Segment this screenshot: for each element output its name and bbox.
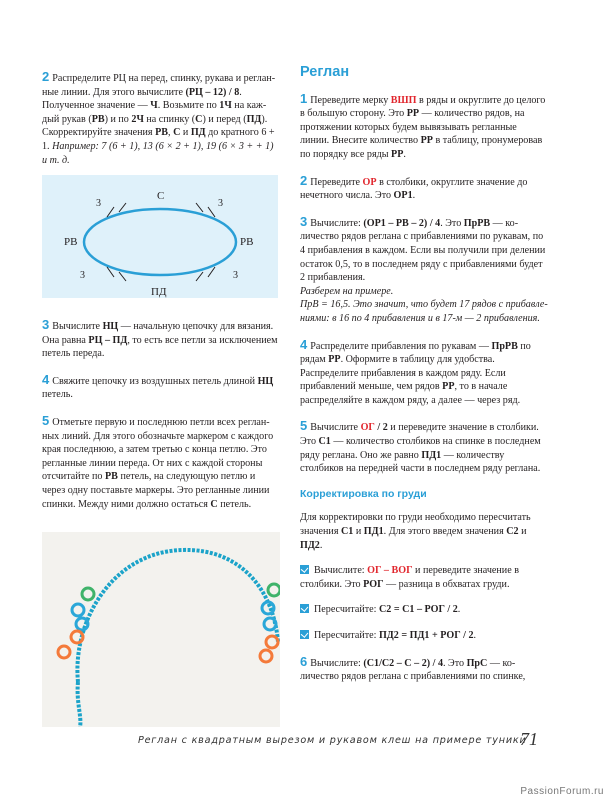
step-3-left: 3 Вычислите НЦ — начальную цепочку для вязания. Она равна РЦ – ПД, то есть все петли за исключением петель переда. — [42, 317, 278, 360]
subheading: Корректировка по груди — [300, 487, 427, 500]
check-item-1: Вычислите: ОГ – ВОГ и переведите значение в столбики. Это РОГ — разница в обхватах груди. — [300, 565, 519, 590]
step-5-left: 5 Отметьте первую и последнюю петли всех регланных линий. Для этого обозначьте маркером с каждого края последнюю, а затем третью с конца петлю. Это регланные линии переда. От них с каждой стороны отсчитайте по РВ петель, на следующую петлю и через одну поставьте маркеры. Это регланные линии спинки. Между ними должно остаться С петель. — [42, 412, 274, 510]
checkbox-icon — [300, 630, 309, 639]
step-2-left: 2 Распределите РЦ на перед, спинку, рукава и регланные линии. Для этого вычислите (РЦ – 12) / 8. Полученное значение — Ч. Возьмите по 1Ч на каждый рукав (РВ) и по 2Ч на спинку (С) и перед (ПД). Скорректируйте значения РВ, С и ПД до кратного 6 + 1. Например: 7 (6 + 1), 13 (6 × 2 + 1), 19 (6 × 3 + + 1) и т. д. — [42, 69, 276, 166]
crochet-chain-photo — [42, 532, 280, 727]
step-number: 2 — [300, 172, 308, 188]
marker-orange — [260, 650, 272, 662]
corner-count: 3 — [80, 270, 85, 281]
step-4-right: 4 Распределите прибавления по рукавам — ПрРВ по рядам РР. Оформите в таблицу для удобства. Распределите прибавления в каждом ряду. Если прибавлений меньше, чем рядов РР, то в начале распределяйте в каждом ряду, а далее — через ряд. — [300, 336, 531, 406]
step-3-right: 3 Вычислите: (ОР1 – РВ – 2) / 4. Это ПрРВ — количество рядов реглана с прибавлениями по рукавам, по 4 прибавления в каждом. Если вы получили при делении остаток 0,5, то в последнем ряду с прибавлениями будет 2 прибавления. Разберем на примере. ПрВ = 16,5. Это значит, что будет 17 рядов с прибавлениями: в 16 по 4 прибавления и в 17-м — 2 прибавления. — [300, 213, 548, 324]
raglan-oval-diagram — [42, 175, 278, 298]
running-footer: Реглан с квадратным вырезом и рукавом клеш на примере туники — [138, 735, 527, 746]
marker-orange — [58, 646, 70, 658]
page-number: 71 — [520, 729, 538, 749]
raglan-line-marker — [119, 203, 126, 212]
watermark: PassionForum.ru — [520, 786, 604, 797]
step-number: 3 — [42, 317, 50, 332]
raglan-line-marker — [119, 272, 126, 281]
step-number: 5 — [300, 418, 308, 434]
yarn-chain — [77, 550, 278, 682]
corner-count: 3 — [96, 198, 101, 209]
step-number: 6 — [300, 653, 308, 669]
checkbox-icon — [300, 604, 309, 613]
step-number: 4 — [300, 336, 308, 352]
check-item-3: Пересчитайте: ПД2 = ПД1 + РОГ / 2. — [300, 629, 548, 643]
left-column — [42, 70, 278, 167]
step-number: 1 — [300, 90, 308, 106]
section-heading: Реглан — [300, 64, 350, 80]
step-2-right: 2 Переведите ОР в столбики, округлите значение до нечетного числа. Это ОР1. — [300, 172, 528, 202]
left-column-lower — [42, 318, 278, 523]
step-1-right: 1 Переведите мерку ВШП в ряды и округлите до целого в большую сторону. Это РР — количество рядов, на протяжении которых будем вывязывать регланные линии. Внесите количество РР в таблицу, пронумеровав по порядку все ряды РР. — [300, 90, 546, 160]
step-6-right: 6 Вычислите: (С1/С2 – С – 2) / 4. Это ПрС — количество рядов реглана с прибавлениями по спинке, — [300, 653, 526, 683]
raglan-line-marker — [196, 272, 203, 281]
check-item-2: Пересчитайте: С2 = С1 – РОГ / 2. — [300, 603, 548, 617]
yoke-oval — [84, 209, 236, 275]
step-number: 2 — [42, 69, 50, 84]
label-back: С — [157, 190, 165, 202]
intro-paragraph: Для корректировки по груди необходимо пересчитать значения С1 и ПД1. Для этого введем значения С2 и ПД2. — [300, 512, 531, 551]
corner-count: 3 — [218, 198, 223, 209]
raglan-diagram — [42, 175, 278, 298]
marker-blue — [72, 604, 84, 616]
step-number: 5 — [42, 412, 50, 428]
yarn-tail — [78, 682, 81, 727]
marker-green — [82, 588, 94, 600]
marker-green — [268, 584, 280, 596]
label-sleeve-left: РВ — [64, 236, 78, 248]
label-sleeve-right: РВ — [240, 236, 254, 248]
checkbox-icon — [300, 565, 309, 574]
right-column — [300, 66, 548, 684]
stitch-markers — [58, 584, 280, 662]
marker-orange — [266, 636, 278, 648]
step-number: 3 — [300, 213, 308, 229]
step-number: 4 — [42, 371, 50, 387]
step-4-left: 4 Свяжите цепочку из воздушных петель длиной НЦ петель. — [42, 371, 274, 401]
step-5-right: 5 Вычислите ОГ / 2 и переведите значение в столбики. Это С1 — количество столбиков на спинке в последнем ряду реглана. Оно же равно ПД1 — количеству столбиков на передней части в последнем ряду реглана. — [300, 418, 541, 475]
label-front: ПД — [151, 286, 167, 298]
raglan-line-marker — [196, 203, 203, 212]
yarn-chain-image — [42, 532, 280, 727]
corner-count: 3 — [233, 270, 238, 281]
